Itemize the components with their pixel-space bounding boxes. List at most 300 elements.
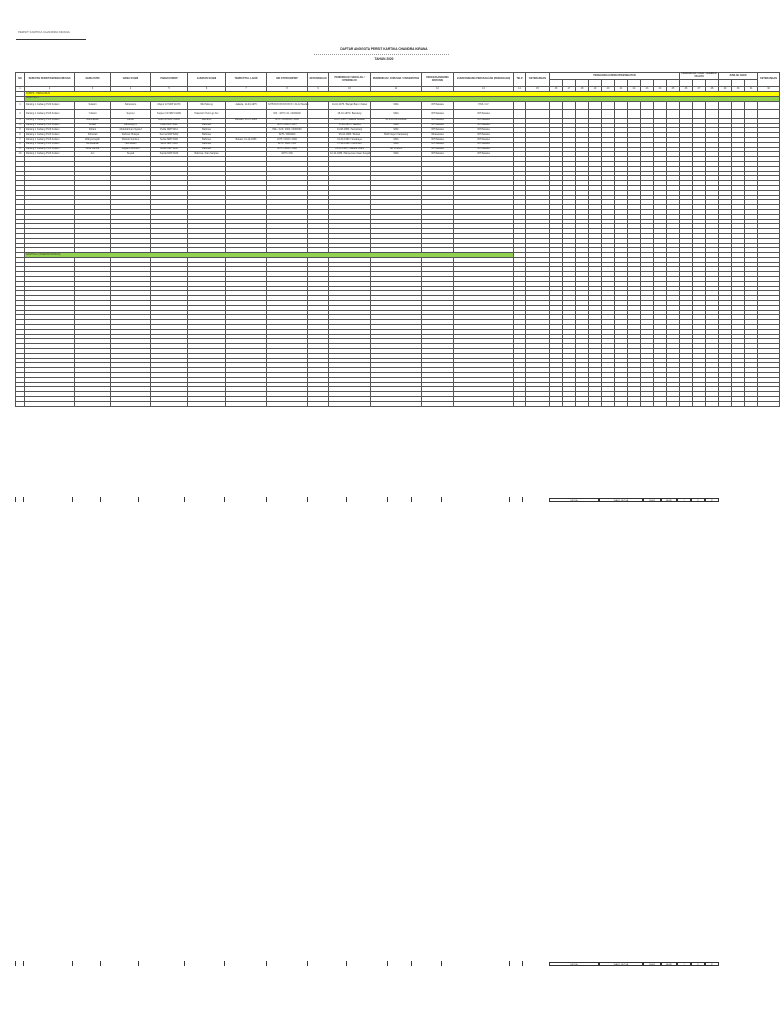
table-cell: 4 — [16, 123, 25, 128]
col-group-jumlah-anak: JUMLAH ANAK — [719, 73, 758, 80]
table-cell — [576, 101, 589, 110]
table-cell — [615, 401, 628, 406]
table-cell — [693, 110, 706, 119]
column-number: 16 — [550, 87, 563, 92]
col-nama-suami: NAMA SUAMI — [111, 73, 151, 87]
sub-cell — [693, 80, 706, 87]
table-cell: IRT/Swasta — [422, 142, 454, 147]
table-cell — [563, 110, 576, 119]
column-number: 30 — [732, 87, 745, 92]
table-cell: 16-03-1983 / Surabaya — [329, 137, 371, 142]
table-cell: 17-09-1972 / Jakarta — [329, 123, 371, 128]
table-cell: Babinsa — [188, 142, 226, 147]
table-cell: SMA — [371, 123, 422, 128]
table-cell: 10-08-1980 / Semarang — [329, 128, 371, 133]
table-cell: Bambang S — [111, 123, 151, 128]
table-cell: Babinsa / Dan Sarpras — [188, 152, 226, 157]
table-cell: 03-07-1985 / Jakarta Selatan — [329, 118, 371, 123]
table-cell — [550, 401, 563, 406]
table-cell — [589, 401, 602, 406]
footer-signature-box: III — [705, 962, 719, 966]
table-cell — [151, 401, 188, 406]
sub-cell — [641, 80, 654, 87]
footer-tick — [441, 497, 442, 502]
footer-tick — [72, 961, 73, 966]
footer-tick — [387, 961, 388, 966]
footer-tick — [224, 497, 225, 502]
sub-cell — [745, 80, 758, 87]
column-number: 20 — [602, 87, 615, 92]
col-ket: KETERANGAN — [308, 73, 329, 87]
table-cell: Widodo Sutrisno — [111, 137, 151, 142]
table-cell: 3273 / 0000000 / 2003 — [267, 118, 308, 123]
col-jabatan: JABATAN SUAMI — [188, 73, 226, 87]
table-cell — [615, 110, 628, 119]
footer-tick — [72, 497, 73, 502]
column-number: 29 — [719, 87, 732, 92]
section-label: KORPS : PENGURUS — [25, 92, 780, 97]
sub-cell — [550, 80, 563, 87]
col-sebutan: SEBUTAN PERSIT/KEPENGURUSAN — [25, 73, 75, 87]
table-cell: Wiraswasta — [422, 133, 454, 138]
sub-cell — [576, 80, 589, 87]
table-cell: Wahyuningsih — [75, 137, 111, 142]
footer-signature-box: I — [677, 498, 691, 502]
table-cell: 9 — [16, 147, 25, 152]
table-cell — [514, 401, 526, 406]
table-cell: Wk Pabung — [188, 101, 226, 110]
table-cell: IRT/Swasta — [422, 123, 454, 128]
table-cell: IRT/Swasta — [422, 152, 454, 157]
sub-cell — [563, 80, 576, 87]
table-cell — [706, 110, 719, 119]
column-number: 4 — [111, 87, 151, 92]
table-cell — [745, 110, 758, 119]
column-number: 23 — [641, 87, 654, 92]
table-cell — [589, 110, 602, 119]
table-cell: IRT/Swasta — [454, 147, 514, 152]
table-cell: IRT/Swasta — [422, 147, 454, 152]
table-cell: Ani — [75, 152, 111, 157]
table-cell: Suyadi — [111, 152, 151, 157]
sub-cell — [615, 80, 628, 87]
table-cell: 23-04-1986 / Jakarta Utara — [329, 147, 371, 152]
table-cell — [514, 110, 526, 119]
table-cell — [563, 101, 576, 110]
table-cell: 2 — [16, 110, 25, 119]
column-number: 24 — [654, 87, 667, 92]
footer-tick — [387, 497, 388, 502]
column-number: 21 — [615, 87, 628, 92]
table-cell — [719, 110, 732, 119]
table-cell: IRT/Swasta — [454, 110, 514, 119]
table-body — [16, 92, 780, 407]
table-cell — [576, 401, 589, 406]
table-cell — [745, 401, 758, 406]
table-cell: IRT/Swasta — [454, 118, 514, 123]
table-cell — [667, 101, 680, 110]
column-number: 17 — [563, 87, 576, 92]
table-cell — [308, 401, 329, 406]
table-cell: 3275 / 2014 / 2017 — [267, 123, 308, 128]
table-cell: Ranting 1 Cabang XVIII Kodam — [25, 101, 75, 110]
table-cell: IRT/Swasta — [422, 137, 454, 142]
table-cell: 10-10-1986 / Banyumas Jawa Tengah — [330, 151, 371, 155]
footer-signature-box: KETUA — [549, 962, 599, 966]
table-cell: 6 — [16, 133, 25, 138]
table-cell: Danramil — [188, 118, 226, 123]
column-number: 13 — [454, 87, 514, 92]
table-cell: 3275 / 0000000 — [267, 133, 308, 138]
table-cell: SMA — [371, 101, 422, 110]
table-cell — [732, 110, 745, 119]
table-cell: Serda NRP 6200 — [151, 147, 188, 152]
table-cell: 3275XXXXXXXXXXXX / 31-12 Medan — [267, 101, 308, 110]
page-footer-1 — [15, 494, 747, 502]
footer-signature-box: III — [705, 498, 719, 502]
table-row — [16, 110, 780, 119]
footer-tick — [441, 961, 442, 966]
table-cell: Babinsa — [188, 123, 226, 128]
footer-tick — [23, 497, 24, 502]
table-cell: IRT/Swasta — [454, 142, 514, 147]
column-number: 32 — [758, 87, 780, 92]
table-cell — [680, 110, 693, 119]
table-cell: IRT/Swasta — [454, 128, 514, 133]
table-cell — [563, 401, 576, 406]
footer-signature-box: WAKIL KETUA — [599, 498, 643, 502]
table-cell — [628, 101, 641, 110]
column-number: 19 — [589, 87, 602, 92]
table-cell — [706, 101, 719, 110]
table-cell: Ranting 1 Cabang XVIII Kodam — [25, 137, 75, 142]
table-cell: 3275 / 000 — [267, 152, 308, 157]
table-cell: SMA — [371, 110, 422, 119]
table-cell — [550, 110, 563, 119]
table-cell — [602, 101, 615, 110]
table-cell — [576, 110, 589, 119]
column-number: 10 — [329, 87, 371, 92]
col-nik: NIK KTP/KK/NPWP — [267, 73, 308, 87]
table-cell — [308, 110, 329, 119]
table-cell: Srihartati — [75, 133, 111, 138]
table-cell — [745, 101, 758, 110]
footer-tick — [411, 497, 412, 502]
footer-signature-box: BEND — [661, 498, 677, 502]
table-cell: Ranting 1 Cabang XVIII Kodam — [25, 133, 75, 138]
table-header-row — [16, 73, 780, 80]
section-label: RANTING 1 — [25, 96, 780, 101]
footer-signature-box: SEKR — [643, 498, 661, 502]
member-table — [15, 72, 780, 407]
table-cell — [693, 101, 706, 110]
table-cell — [693, 401, 706, 406]
table-cell — [226, 110, 267, 119]
table-cell: Daniel — [111, 118, 151, 123]
column-number: 11 — [371, 87, 422, 92]
table-cell — [719, 401, 732, 406]
table-cell: Sulastri — [75, 101, 111, 110]
table-cell: 25-01-1979 / Bandung — [329, 110, 371, 119]
table-cell — [111, 401, 151, 406]
table-cell: 08-04-1985 / Bekasi — [329, 133, 371, 138]
table-cell — [615, 101, 628, 110]
col-ttl: TEMPAT/TGL LAHIR — [226, 73, 267, 87]
document-year: TAHUN 2020 — [374, 57, 394, 61]
table-cell — [641, 401, 654, 406]
table-cell: Pakorwil / Peb Lgs Sm — [188, 110, 226, 119]
table-cell: 14-10-1975 / Banjar Baru / Kalsel — [329, 101, 371, 110]
col-pekerjaan: PEKERJAAN/NAMA INSTANSI — [422, 73, 454, 87]
footer-tick — [100, 497, 101, 502]
footer-signature-box: KETUA — [549, 498, 599, 502]
sub-cell — [589, 80, 602, 87]
organization-underline — [16, 39, 86, 40]
footer-signature-box: SEKR — [643, 962, 661, 966]
table-cell: Bekasi, 10-10-1983 — [226, 137, 267, 142]
column-number: 1 — [16, 87, 25, 92]
table-cell: Babinsa — [188, 147, 226, 152]
footer-tick — [138, 497, 139, 502]
table-cell — [758, 101, 780, 110]
table-cell — [329, 401, 371, 406]
table-cell: IRT/Swasta — [422, 118, 454, 123]
column-number: 31 — [745, 87, 758, 92]
table-cell: Ranting 1 Cabang XVIII Kodam — [25, 147, 75, 152]
table-cell: 3275 / 0000 / 0000 — [267, 137, 308, 142]
footer-tick — [15, 961, 16, 966]
footer-signature-box: I — [677, 962, 691, 966]
footer-tick — [15, 497, 16, 502]
column-number: 7 — [226, 87, 267, 92]
table-cell: 10 — [16, 152, 25, 157]
footer-tick — [184, 961, 185, 966]
table-cell — [628, 401, 641, 406]
table-cell: Ranting 1 Cabang XVIII Kodam — [25, 142, 75, 147]
table-cell: Nurhasanah — [75, 142, 111, 147]
col-tmt: PENDIDIKAN / SEKOLAH / DITERIMA DI — [329, 73, 371, 87]
table-cell: Babinsa — [188, 128, 226, 133]
col-pendidikan: PENDIDIKAN / JURUSAN / UNIVERSITAS — [371, 73, 422, 87]
table-cell: Ranting 1 Cabang XVIII Kodam — [25, 110, 75, 119]
table-cell — [732, 101, 745, 110]
table-cell — [188, 401, 226, 406]
table-cell: SMA — [371, 142, 422, 147]
table-cell — [602, 401, 615, 406]
table-cell — [758, 110, 780, 119]
footer-signature-box: II — [691, 498, 705, 502]
table-cell: S1 Ilmu Komunikasi — [371, 118, 422, 123]
column-number: 28 — [706, 87, 719, 92]
table-cell: Abdulrahman Syarief — [111, 128, 151, 133]
column-number: 3 — [75, 87, 111, 92]
col-last-keterangan: KETERANGAN — [758, 73, 780, 87]
column-number: 27 — [693, 87, 706, 92]
table-cell: IRT/Swasta — [454, 137, 514, 142]
footer-tick — [100, 961, 101, 966]
table-cell: Yulianti — [75, 110, 111, 119]
table-cell: IRT/Swasta — [422, 128, 454, 133]
table-cell: Sugiarto Wibowo — [111, 147, 151, 152]
table-cell: 7 — [16, 137, 25, 142]
column-number: 22 — [628, 87, 641, 92]
column-number: 6 — [188, 87, 226, 92]
table-cell: Ranting 1 Cabang XVIII Kodam — [25, 128, 75, 133]
table-cell — [454, 401, 514, 406]
col-group-pendidikan: PENDIDIKAN / AKIB / NUMBER / BALITA — [681, 72, 717, 78]
table-cell: Lestari — [75, 123, 111, 128]
footer-tick — [266, 497, 267, 502]
table-cell: Babinsa — [188, 133, 226, 138]
table-cell: Dewi Kartika — [75, 147, 111, 152]
col-no: NO — [16, 73, 25, 87]
table-cell: 1 — [16, 101, 25, 110]
col-keterangan: KETERANGAN — [526, 73, 550, 87]
table-cell: Hermawan — [111, 142, 151, 147]
table-cell — [667, 401, 680, 406]
table-cell: Jakarta, 14-04-1975 — [226, 101, 267, 110]
column-number: 9 — [308, 87, 329, 92]
table-cell — [628, 110, 641, 119]
table-cell: IRT/Swasta — [422, 110, 454, 119]
table-cell — [371, 401, 422, 406]
table-cell — [641, 110, 654, 119]
footer-tick — [266, 961, 267, 966]
table-cell — [706, 401, 719, 406]
table-cell — [226, 401, 267, 406]
table-cell: SMA — [371, 137, 422, 142]
col-group-penghargaan: PENGHARGAAN/SIKAP/KESEHATAN — [550, 73, 680, 80]
table-cell: Ranting 1 Cabang XVIII Kodam — [25, 152, 75, 157]
table-cell: Fitriani — [75, 128, 111, 133]
table-cell — [667, 110, 680, 119]
sub-cell — [732, 80, 745, 87]
table-row — [16, 401, 780, 406]
column-number: 26 — [680, 87, 693, 92]
table-cell — [422, 401, 454, 406]
table-cell: PEL / 123 / 2000 / 0000000 — [267, 128, 308, 133]
table-cell: SMA — [371, 152, 422, 157]
footer-tick — [522, 497, 523, 502]
table-cell: 3275 / 0000 / 2008 — [267, 147, 308, 152]
table-cell — [680, 401, 693, 406]
footer-signature-box: BEND — [661, 962, 677, 966]
table-cell: Pelda NRP 5014 — [151, 128, 188, 133]
footer-tick — [307, 497, 308, 502]
footer-tick — [522, 961, 523, 966]
table-cell — [602, 110, 615, 119]
col-nama-istri: NAMA ISTRI — [75, 73, 111, 87]
sub-cell — [628, 80, 641, 87]
table-cell — [589, 101, 602, 110]
table-cell: Manado, 01-07-1985 — [226, 118, 267, 123]
footer-tick — [307, 961, 308, 966]
col-telp: TELP — [514, 73, 526, 87]
table-cell: Ranting 1 Cabang XVIII Kodam — [25, 123, 75, 128]
table-cell: Suharsono — [111, 101, 151, 110]
sub-cell — [719, 80, 732, 87]
table-cell — [75, 401, 111, 406]
table-cell — [550, 101, 563, 110]
table-cell: Kapten Inf NRP 21030 — [151, 110, 188, 119]
organization-name: PERSIT KARTIKA CHANDRA KIRANA — [18, 30, 70, 34]
table-cell: 3275 / 0000 / 001 — [267, 142, 308, 147]
col-jab-pekerjaan: JABATAN/NAMA PERUSAHAAN (PEKERJAAN) — [454, 73, 514, 87]
table-cell — [16, 401, 25, 406]
footer-tick — [23, 961, 24, 966]
table-cell: 3 — [16, 118, 25, 123]
table-cell: 8 — [16, 142, 25, 147]
table-cell — [514, 101, 526, 110]
footer-tick — [184, 497, 185, 502]
table-cell — [758, 401, 780, 406]
table-cell — [526, 110, 550, 119]
table-cell — [680, 101, 693, 110]
footer-signature-box: WAKIL KETUA — [599, 962, 643, 966]
section-label: RANTING 2 (DAERAH/KOMAN) — [25, 253, 514, 258]
footer-tick — [138, 961, 139, 966]
column-number: 12 — [422, 87, 454, 92]
table-cell: IRT/Swasta — [454, 133, 514, 138]
table-cell: 5 — [16, 128, 25, 133]
table-row — [16, 101, 780, 110]
table-cell — [732, 401, 745, 406]
footer-tick — [224, 961, 225, 966]
column-number: 15 — [526, 87, 550, 92]
table-cell: Lettu Inf NRP 31300 — [151, 118, 188, 123]
table-cell: Suyono — [111, 110, 151, 119]
sub-cell — [680, 80, 693, 87]
table-cell: IRT/Swasta — [454, 123, 514, 128]
footer-tick — [346, 497, 347, 502]
column-number: 25 — [667, 87, 680, 92]
table-cell: SMA Negeri Karawang — [371, 133, 422, 138]
title-divider — [314, 54, 449, 55]
table-cell — [719, 101, 732, 110]
column-number: 2 — [25, 87, 75, 92]
table-cell: Ranting 1 Cabang XVIII Kodam — [25, 118, 75, 123]
table-cell: Serma NRP 6202 — [151, 133, 188, 138]
table-cell: Rahmawati — [75, 118, 111, 123]
document-title: DAFTAR ANGGOTA PERSIT KARTIKA CHANDRA KIRANA — [340, 47, 428, 51]
table-cell — [654, 101, 667, 110]
sub-cell — [602, 80, 615, 87]
table-cell: NIK : 3275 / 01 / 0000000 — [267, 110, 308, 119]
column-number: 5 — [151, 87, 188, 92]
footer-signature-box: II — [691, 962, 705, 966]
table-cell: Mayor Inf NRP 11070 — [151, 101, 188, 110]
table-cell: Peltu NRP 5102 — [151, 123, 188, 128]
table-cell — [267, 401, 308, 406]
footer-tick — [346, 961, 347, 966]
table-cell: Sertu NRP 6140 — [151, 142, 188, 147]
table-cell: SMA — [371, 128, 422, 133]
column-number: 14 — [514, 87, 526, 92]
sub-cell — [654, 80, 667, 87]
sub-cell — [667, 80, 680, 87]
table-cell — [308, 101, 329, 110]
table-cell: IRT/Swasta — [454, 152, 514, 157]
table-cell — [25, 401, 75, 406]
footer-tick — [509, 961, 510, 966]
column-number: 8 — [267, 87, 308, 92]
table-cell: IRT/Swasta — [422, 101, 454, 110]
table-cell: PNS / CV — [454, 101, 514, 110]
table-cell — [526, 401, 550, 406]
table-cell: Rahmat Hidayat — [111, 133, 151, 138]
table-cell — [654, 401, 667, 406]
table-cell: Babinsa — [188, 137, 226, 142]
